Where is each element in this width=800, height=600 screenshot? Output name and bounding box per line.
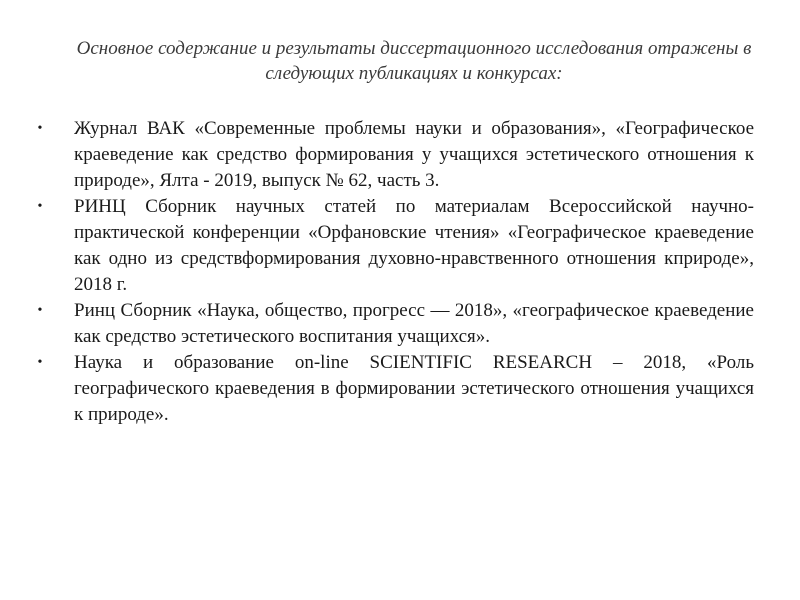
bullet-icon: • (37, 121, 43, 136)
publication-text: РИНЦ Сборник научных статей по материалам Всероссийской научно-практической конференции «Орфановские чтения» «Географическое краеведение как одно из средствформирования духовно-нравственного отношения кприроде», 2018 г. (74, 196, 754, 295)
publications-list (34, 116, 754, 428)
list-item (34, 116, 754, 194)
publication-text: Журнал ВАК «Современные проблемы науки и образования», «Географическое краеведение как средство формирования у учащихся эстетического отношения к природе», Ялта - 2019, выпуск № 62, часть 3. (74, 118, 754, 191)
list-item (34, 298, 754, 350)
publication-text: Наука и образование on-line SCIENTIFIC RESEARCH – 2018, «Роль географического краеведения в формировании эстетического отношения учащихся к природе». (74, 352, 754, 425)
bullet-icon: • (37, 355, 43, 370)
slide-title: Основное содержание и результаты диссертационного исследования отражены в следующих публикациях и конкурсах: (76, 38, 752, 84)
bullet-icon: • (37, 303, 43, 318)
list-item (34, 350, 754, 428)
publication-text: Ринц Сборник «Наука, общество, прогресс — 2018», «географическое краеведение как средство эстетического воспитания учащихся». (74, 300, 754, 347)
list-item (34, 194, 754, 298)
bullet-icon: • (37, 199, 43, 214)
